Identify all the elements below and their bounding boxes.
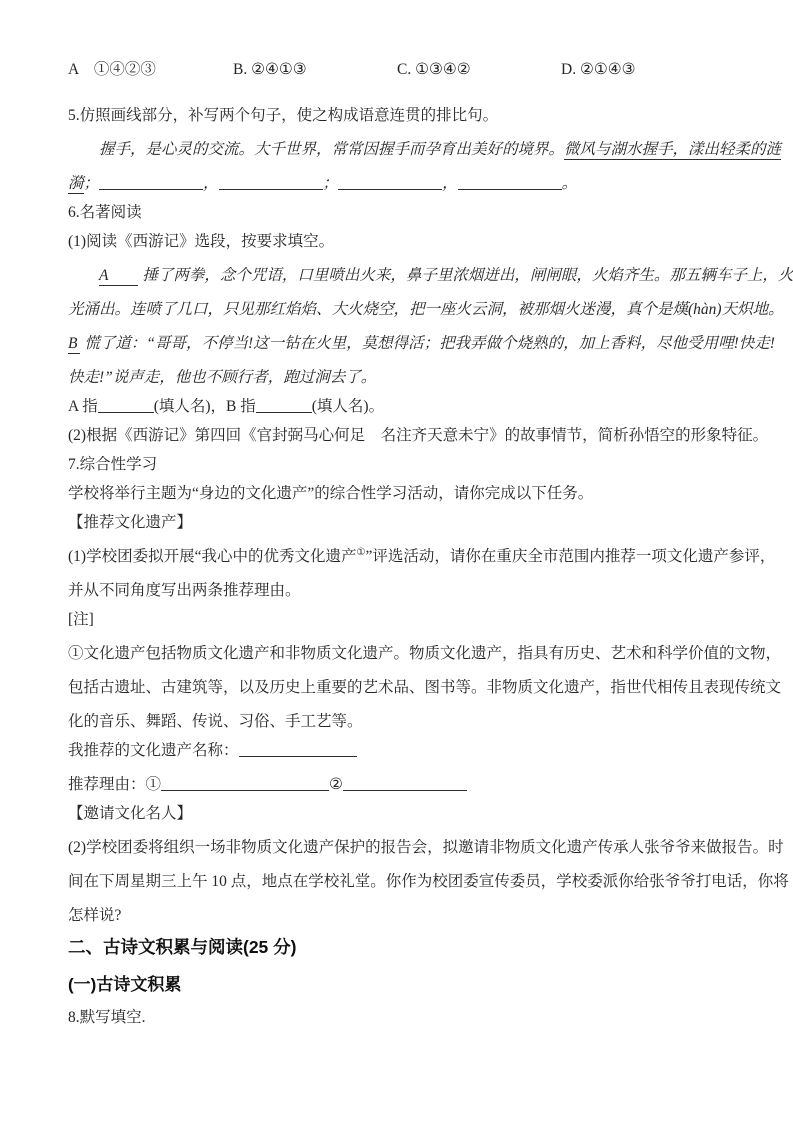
choice-option: A ①④②③: [68, 61, 156, 78]
blank-fill-line: [458, 176, 562, 190]
section-2-heading-line-1: [68, 934, 737, 960]
q7-section-invite-celebrity-line-1: [68, 803, 737, 824]
q7-1-answer-heritage-name: [68, 740, 737, 761]
text-run: 慌了道：“哥哥，不停当!这一钻在火里，莫想得活；把我弄做个烧熟的，加上香料，尽他受用哩!快走!: [80, 335, 775, 352]
underlined-text: 微风与湖水握手，漾出轻柔的涟: [564, 141, 782, 158]
note-label-line-1: [68, 609, 737, 630]
blank-fill-line: [161, 777, 329, 791]
q6-excerpt: [68, 265, 793, 388]
q7-1-stem-line-1: [68, 546, 776, 567]
choice-options-row: [68, 59, 737, 80]
q7-2-stem-line-3: [68, 905, 737, 926]
text-run: (2)学校团委将组织一场非物质文化遗产保护的报告会，拟邀请非物质文化遗产传承人张爷爷来做报告。时: [68, 839, 784, 856]
q7-intro: [68, 483, 737, 504]
section-2-heading: [68, 934, 737, 960]
blank-fill-line: [99, 176, 203, 190]
text-run: 8.默写填空.: [68, 1009, 146, 1026]
q7-1-stem: [68, 546, 776, 601]
q5-stem-line-1: [68, 105, 737, 126]
blank-fill-line: [219, 176, 323, 190]
superscript-note-ref: ①: [356, 546, 366, 558]
text-run: ；: [83, 175, 100, 192]
note-body-line-1: [68, 643, 782, 664]
text-run: (1)阅读《西游记》选段，按要求填空。: [68, 233, 335, 250]
note-body: [68, 643, 782, 732]
q5-stem: [68, 105, 737, 126]
q6-2-stem-line-1: [68, 425, 769, 446]
q6-1-answer-line: [68, 396, 737, 417]
text-run: 捶了两拳，念个咒语，口里喷出火来，鼻子里浓烟迸出，闸闸眼，火焰齐生。那五辆车子上，火: [138, 267, 793, 284]
blank-fill-line: [239, 743, 357, 757]
text-run: 5.仿照画线部分，补写两个句子，使之构成语意连贯的排比句。: [68, 107, 499, 124]
q7-title-line-1: [68, 454, 737, 475]
blank-fill-line: [256, 399, 312, 413]
q6-excerpt-line-3: [68, 333, 775, 354]
blank-fill-line: [343, 777, 467, 791]
note-body-line-2: [68, 677, 782, 698]
text-run: ①文化遗产包括物质文化遗产和非物质文化遗产。物质文化遗产，指具有历史、艺术和科学价值的文物，: [68, 645, 782, 662]
text-run: (1)学校团委拟开展“我心中的优秀文化遗产: [68, 548, 357, 565]
q5-example-passage-line-1: [68, 139, 782, 160]
q8-title-line-1: [68, 1007, 737, 1028]
text-run: ；: [322, 175, 339, 192]
text-run: 握手，是心灵的交流。大千世界，常常因握手而孕育出美好的境界。: [99, 141, 565, 158]
text-run: 并从不同角度写出两条推荐理由。: [68, 582, 301, 599]
q8-title: [68, 1007, 737, 1028]
text-run: (填人名)。: [311, 398, 385, 415]
text-run: A 指: [68, 398, 98, 415]
blank-fill-line: [98, 399, 154, 413]
q6-2-stem: [68, 425, 769, 446]
text-run: 二、古诗文积累与阅读(25 分): [68, 937, 297, 957]
text-run: 化的音乐、舞蹈、传说、习俗、手工艺等。: [68, 713, 363, 730]
text-run: (填人名)，B 指: [153, 398, 256, 415]
text-run: ②: [329, 776, 343, 793]
text-run: 间在下周星期三上午 10 点，地点在学校礼堂。你作为校团委宣传委员，学校委派你给张爷爷打电话，你将: [68, 873, 789, 890]
text-run: [注]: [68, 611, 94, 628]
text-run: ，: [203, 175, 219, 192]
text-run: 学校将举行主题为“身边的文化遗产”的综合性学习活动，请你完成以下任务。: [68, 485, 594, 502]
blank-fill-line: [338, 176, 442, 190]
q7-2-stem: [68, 837, 789, 926]
text-run: ”评选活动，请你在重庆全市范围内推荐一项文化遗产参评，: [365, 548, 776, 565]
choice-option: D. ②①④③: [561, 61, 636, 78]
q5-example-passage: [68, 139, 782, 194]
q7-section-recommend-heritage-line-1: [68, 512, 737, 533]
underlined-text: B: [68, 335, 80, 354]
text-run: (一)古诗文积累: [68, 975, 182, 994]
text-run: (2)根据《西游记》第四回《官封弼马心何足 名注齐天意未宁》的故事情节，简析孙悟空的形象特征。: [68, 427, 769, 444]
q7-1-answer-reasons-line-1: [68, 774, 737, 795]
text-run: 【邀请文化名人】: [68, 805, 193, 822]
text-run: 快走!”说声走，他也不顾行者，跑过涧去了。: [68, 369, 377, 386]
q6-1-answer-line-line-1: [68, 396, 737, 417]
q7-intro-line-1: [68, 483, 737, 504]
text-run: ，: [442, 175, 458, 192]
text-run: 7.综合性学习: [68, 456, 158, 473]
q7-section-recommend-heritage: [68, 512, 737, 533]
text-run: 光涌出。连喷了几口，只见那红焰焰、大火烧空，把一座火云洞，被那烟火迷漫，真个是熯(hàn)天炽地。: [68, 301, 784, 318]
text-run: 6.名著阅读: [68, 204, 142, 221]
section-2-1-heading-line-1: [68, 972, 737, 997]
document-body: [68, 59, 793, 1028]
text-run: 【推荐文化遗产】: [68, 514, 193, 531]
underlined-text: A: [99, 267, 138, 286]
choice-options-row-line: [68, 59, 737, 80]
section-2-1-heading: [68, 972, 737, 997]
q6-title-line-1: [68, 202, 737, 223]
q7-2-stem-line-2: [68, 871, 789, 892]
note-label: [68, 609, 737, 630]
q7-2-stem-line-1: [68, 837, 784, 858]
choice-option: B. ②④①③: [233, 61, 307, 78]
q7-title: [68, 454, 737, 475]
q6-title: [68, 202, 737, 223]
text-run: 怎样说?: [68, 907, 122, 924]
text-run: 推荐理由：①: [68, 776, 162, 793]
q6-1-stem: [68, 231, 737, 252]
q7-1-stem-line-2: [68, 580, 737, 601]
q7-1-answer-reasons: [68, 774, 737, 795]
q5-example-passage-line-2: [68, 173, 737, 194]
text-run: 。: [561, 175, 578, 192]
choice-option: C. ①③④②: [397, 61, 471, 78]
q6-1-stem-line-1: [68, 231, 737, 252]
note-body-line-3: [68, 711, 737, 732]
q7-section-invite-celebrity: [68, 803, 737, 824]
q6-excerpt-line-1: [68, 265, 793, 286]
underlined-text: 漪: [68, 175, 84, 192]
q6-excerpt-line-2: [68, 299, 784, 320]
text-run: 我推荐的文化遗产名称：: [68, 742, 239, 759]
text-run: 包括古遗址、古建筑等，以及历史上重要的艺术品、图书等。非物质文化遗产，指世代相传且表现传统文: [68, 679, 782, 696]
q6-excerpt-line-4: [68, 367, 737, 388]
q7-1-answer-heritage-name-line-1: [68, 740, 737, 761]
